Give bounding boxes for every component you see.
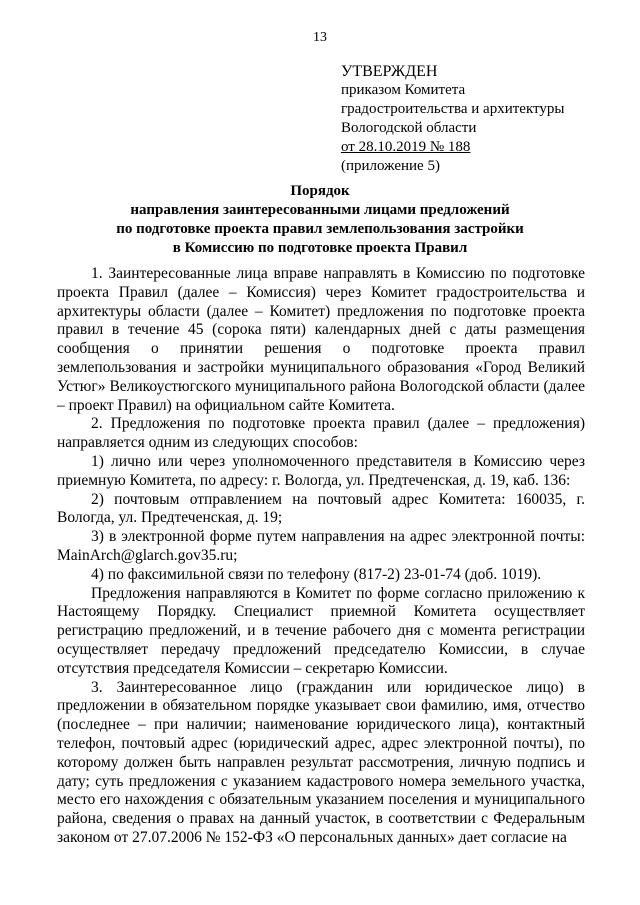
approval-appendix: (приложение 5): [341, 158, 440, 174]
paragraph-6: 4) по факсимильной связи по телефону (817-2) 23-01-74 (доб. 1019).: [91, 565, 542, 583]
approval-block: [341, 62, 564, 176]
approval-order: от 28.10.2019 № 188: [341, 139, 471, 155]
approval-line-2: градостроительства и архитектуры: [341, 101, 565, 117]
document-body: [57, 265, 585, 848]
page-number: 13: [313, 30, 327, 45]
paragraph-1: 1. Заинтересованные лица вправе направлять в Комиссию по подготовке проекта Правил (далее – Комиссия) через Комитет градостроительства и архитектуры области (далее – Комитет) предложения по подготовке проекта правил в течение 45 (сорока пяти) календарных дней с даты размещения сообщения о принятии решения о подготовке проекта правил землепользования и застройки муниципального образования «Город Великий Устюг» Великоустюгского муниципального района Вологодской области (далее – проект Правил) на официальном сайте Комитета.: [57, 265, 585, 414]
paragraph-7: Предложения направляются в Комитет по форме согласно приложению к Настоящему Порядку. Специалист приемной Комитета осуществляет регистрацию предложений, и в течение рабочего дня с момента регистрации осуществляет передачу предложений председателю Комиссии, в случае отсутствия председателя Комиссии – секретарю Комиссии.: [57, 584, 585, 677]
paragraph-2: 2. Предложения по подготовке проекта правил (далее – предложения) направляется одним из следующих способов:: [57, 415, 585, 452]
paragraph-8: 3. Заинтересованное лицо (гражданин или юридическое лицо) в предложении в обязательном порядке указывает свои фамилию, имя, отчество (последнее – при наличии; наименование юридического лица), контактный телефон, почтовый адрес (юридический адрес, адрес электронной почты), по которому должен быть направлен результат рассмотрения, личную подпись и дату; суть предложения с указанием кадастрового номера земельного участка, место его нахождения с обязательным указанием поселения и муниципального района, сведения о правах на данный участок, в соответствии с Федеральным законом от 27.07.2006 № 152-ФЗ «О персональных данных» дает согласие на: [57, 678, 585, 846]
title-line-1: Порядок: [290, 183, 350, 199]
approval-line-3: Вологодской области: [341, 120, 477, 136]
paragraph-3: 1) лично или через уполномоченного представителя в Комиссию через приемную Комитета, по адресу: г. Вологда, ул. Предтеченская, д. 19, каб. 136:: [57, 452, 585, 489]
title-line-3: по подготовке проекта правил землепользования застройки: [116, 221, 524, 237]
paragraph-5: 3) в электронной форме путем направления на адрес электронной почты: MainArch@glarch.gov35.ru;: [57, 528, 585, 564]
approval-line-1: приказом Комитета: [341, 82, 466, 98]
document-title: [70, 182, 570, 258]
paragraph-4: 2) почтовым отправлением на почтовый адрес Комитета: 160035, г. Вологда, ул. Предтеченская, д. 19;: [57, 490, 585, 527]
title-line-2: направления заинтересованными лицами предложений: [130, 202, 510, 218]
title-line-4: в Комиссию по подготовке проекта Правил: [172, 240, 468, 256]
approval-heading: УТВЕРЖДЕН: [341, 63, 438, 80]
